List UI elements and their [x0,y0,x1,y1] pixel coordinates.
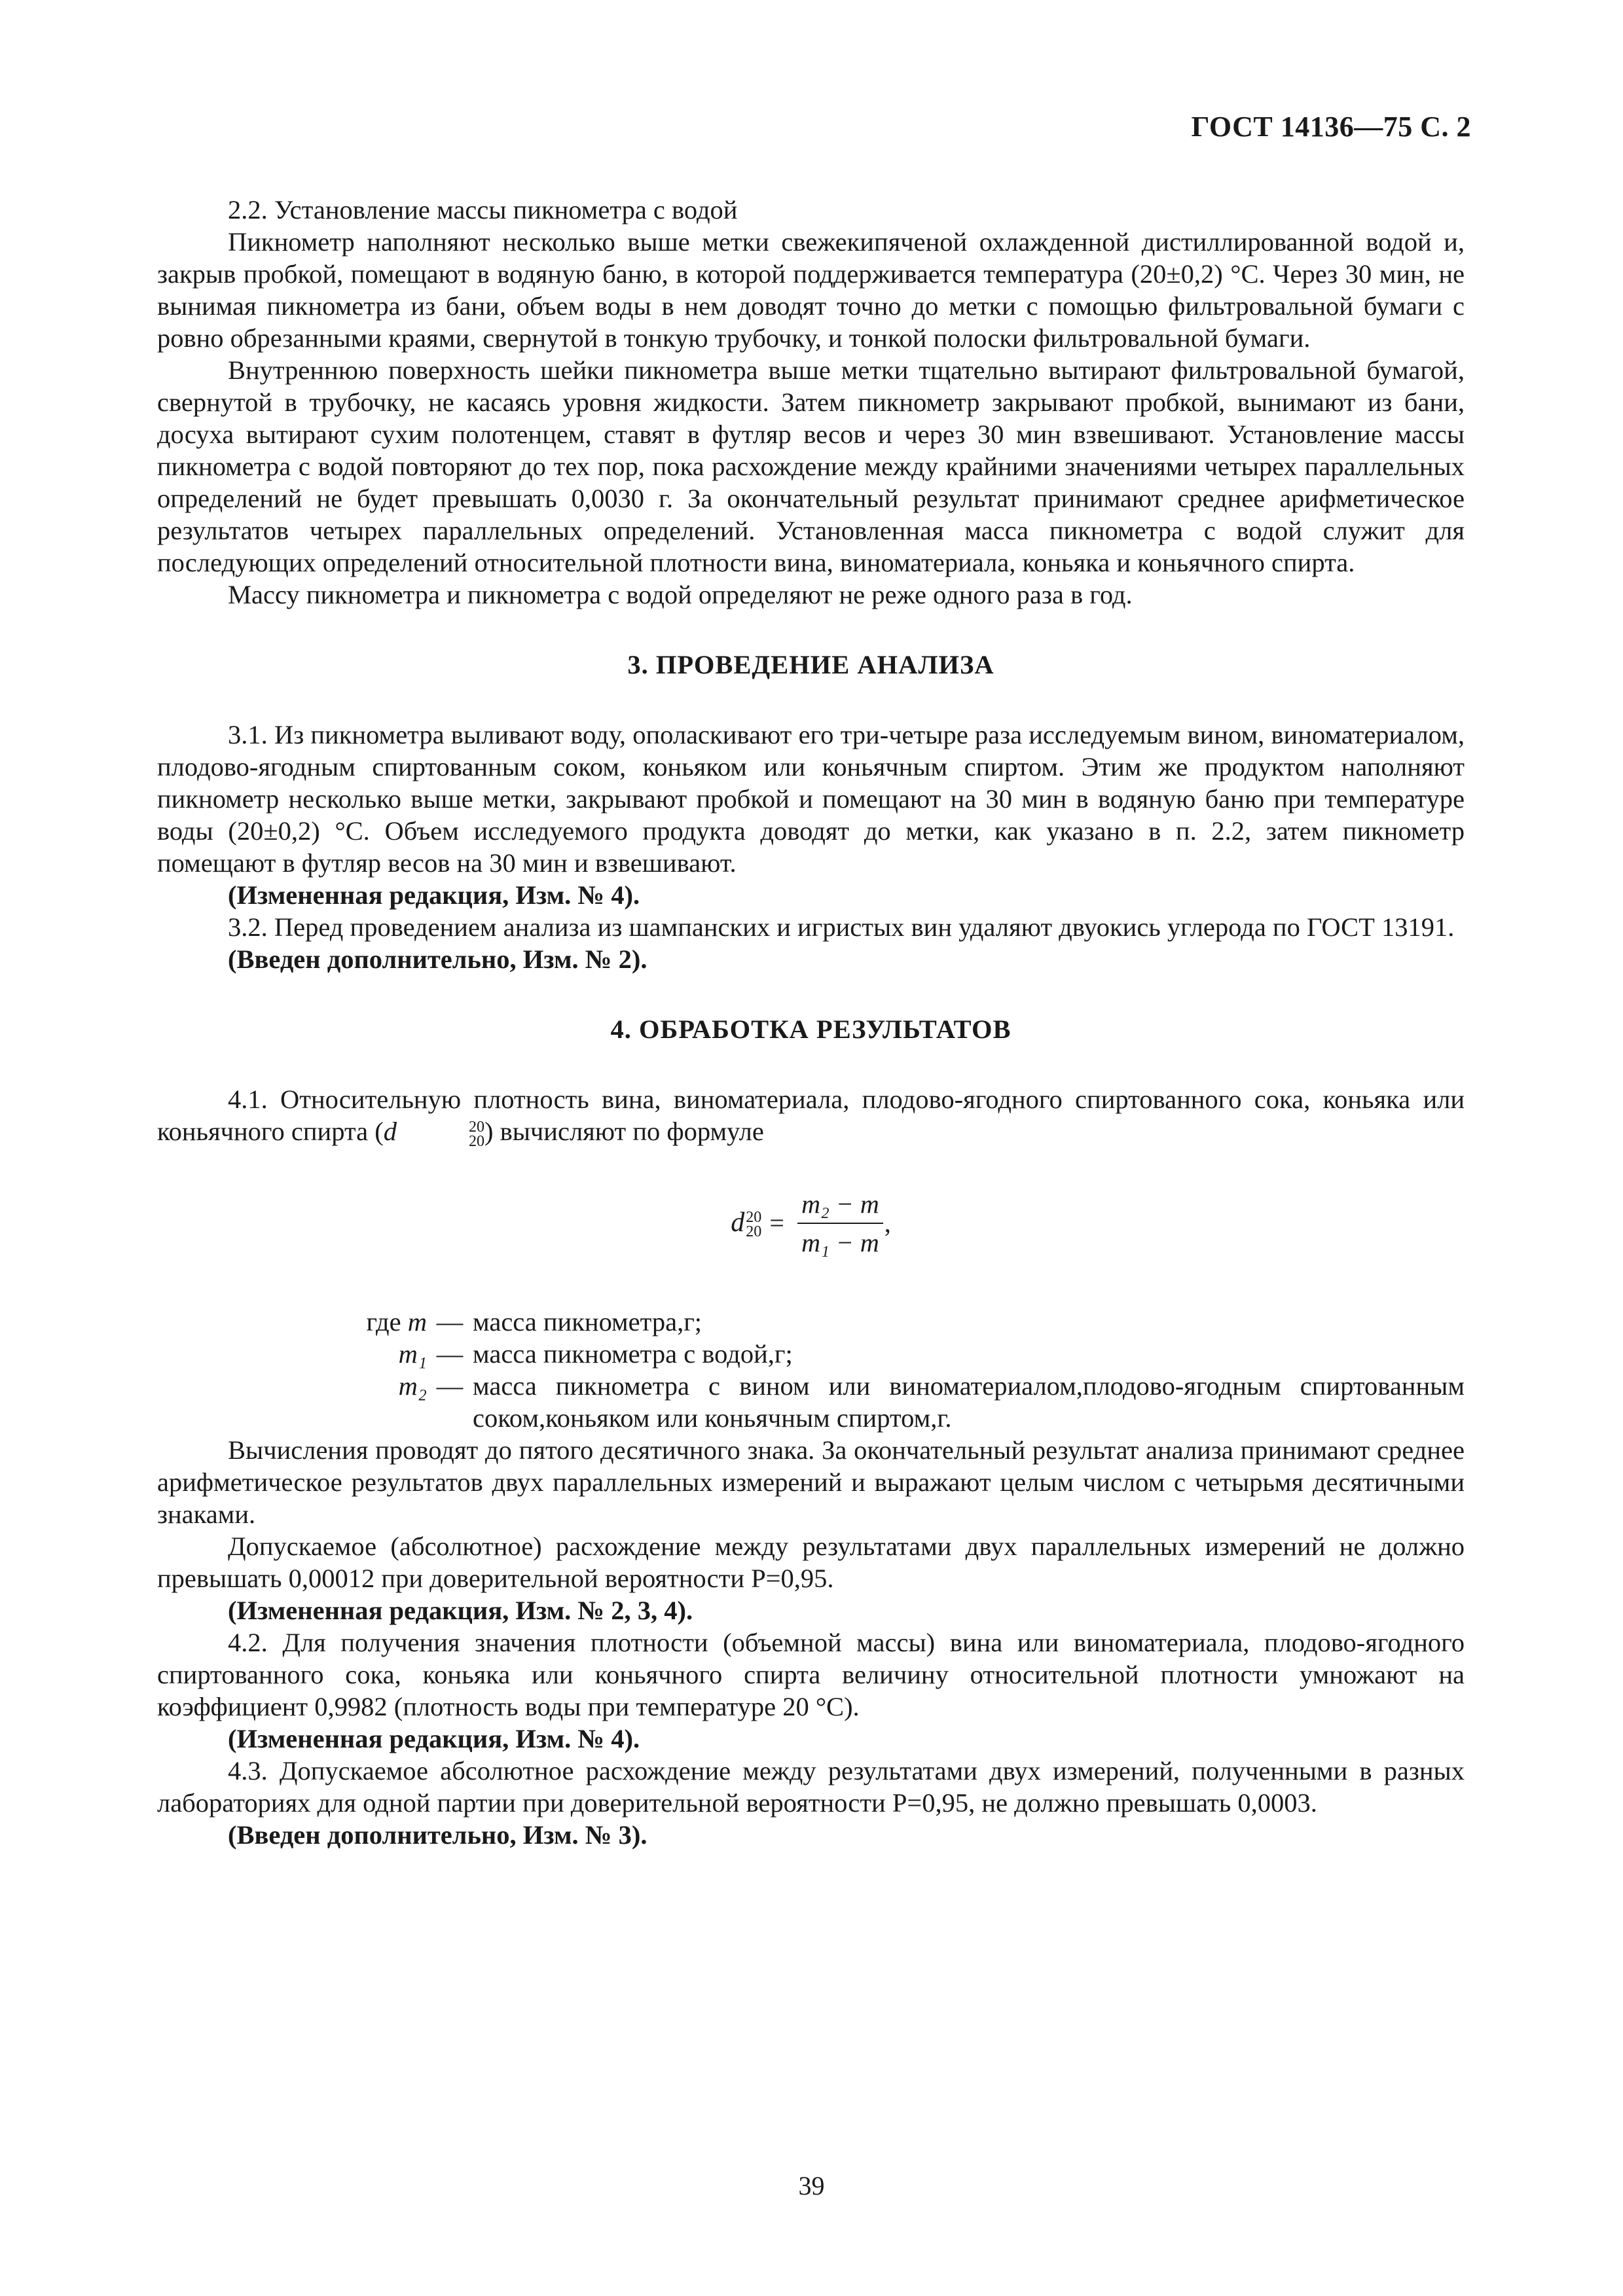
definition-dash: — [436,1306,464,1336]
definition-row [157,1370,1465,1434]
definition-row [157,1338,1465,1370]
formula-sup: 20 [746,1209,762,1227]
amendment-note: (Введен дополнительно, Изм. № 2). [228,944,647,974]
clause-2-2-title: 2.2. Установление массы пикнометра с водой [228,195,738,224]
amendment-note: (Измененная редакция, Изм. № 4). [228,880,640,910]
variable-definitions [157,1306,1465,1434]
amendment-note: (Измененная редакция, Изм. № 4). [228,1723,640,1753]
density-symbol: d [383,1117,397,1146]
clause-4-1-text: 4.1. Относительную плотность вина, виноматериала, плодово-ягодного спиртованного сока, коньяка или коньячного спирта ( [157,1085,1465,1146]
document-body [157,194,1465,1851]
density-formula [157,1188,1465,1260]
paragraph: Пикнометр наполняют несколько выше метки свежекипяченой охлажденной дистиллированной водой и, закрыв пробкой, помещают в водяную баню, в которой поддерживается температура (20±0,2) °С. Через 30 мин, не вынимая пикнометра из бани, объем воды в нем доводят точно до метки с помощью фильтровальной бумаги с ровно обрезанными краями, свернутой в тонкую трубочку, и тонкой полоски фильтровальной бумаги. [157,227,1465,353]
symbol-m2: m₂ [398,1371,427,1401]
clause-4-2: 4.2. Для получения значения плотности (объемной массы) вина или виноматериала, плодово-ягодного спиртованного сока, коньяка или коньячного спирта величину относительной плотности умножают на коэффициент 0,9982 (плотность воды при температуре 20 °С). [157,1627,1465,1721]
paragraph: Допускаемое (абсолютное) расхождение между результатами двух параллельных измерений не должно превышать 0,00012 при доверительной вероятности Р=0,95. [157,1531,1465,1593]
formula-equals: = [769,1208,784,1238]
amendment-note: (Введен дополнительно, Изм. № 3). [228,1820,647,1850]
formula-symbol: d [731,1208,745,1238]
index-sup: 20 [468,1118,484,1136]
index-sub: 20 [468,1132,484,1150]
definition-text: масса пикнометра,г; [473,1306,702,1336]
definition-dash: — [436,1338,464,1369]
amendment-note: (Измененная редакция, Изм. № 2, 3, 4). [228,1595,693,1625]
symbol-m: m [407,1306,427,1336]
section-3-title: 3. ПРОВЕДЕНИЕ АНАЛИЗА [627,650,994,679]
formula-indices [746,1210,761,1239]
clause-4-1 [157,1083,1465,1149]
paragraph: Внутреннюю поверхность шейки пикнометра выше метки тщательно вытирают фильтровальной бумагой, свернутой в трубочку, не касаясь уровня жидкости. Затем пикнометр закрывают пробкой, вынимают из бани, досуха вытирают сухим полотенцем, ставят в футляр весов и через 30 мин взвешивают. Установление массы пикнометра с водой повторяют до тех пор, пока расхождение между крайними значениями четырех параллельных определений не будет превышать 0,0030 г. За окончательный результат принимают среднее арифметическое результатов четырех параллельных определений. Установленная масса пикнометра с водой служит для последующих определений относительной плотности вина, виноматериала, коньяка и коньячного спирта. [157,355,1465,577]
density-indices [398,1120,484,1149]
clause-3-2: 3.2. Перед проведением анализа из шампанских и игристых вин удаляют двуокись углерода по ГОСТ 13191. [228,912,1455,942]
definition-row [157,1306,1465,1338]
paragraph: Массу пикнометра и пикнометра с водой определяют не реже одного раза в год. [228,580,1133,609]
clause-3-1: 3.1. Из пикнометра выливают воду, ополаскивают его три-четыре раза исследуемым вином, виноматериалом, плодово-ягодным спиртованным соком, коньяком или коньячным спиртом. Этим же продуктом наполняют пикнометр несколько выше метки, закрывают пробкой и помещают на 30 мин в водяную баню при температуре воды (20±0,2) °С. Объем исследуемого продукта доводят до метки, как указано в п. 2.2, затем пикнометр помещают в футляр весов на 30 мин и взвешивают. [157,720,1465,878]
definition-symbol [157,1306,427,1338]
formula-fraction [797,1188,883,1259]
definition-dash: — [436,1371,464,1401]
definition-symbol [157,1370,427,1434]
symbol-m1: m₁ [398,1338,427,1369]
definition-symbol [157,1338,427,1370]
definition-prefix: где [366,1306,408,1336]
formula-denominator: m₁ − m [801,1227,879,1257]
definition-text: масса пикнометра с вином или виноматериалом,плодово-ягодным спиртованным соком,коньяком или коньячным спиртом,г. [473,1371,1465,1433]
formula-sub: 20 [746,1223,762,1241]
fraction-bar [797,1223,883,1224]
paragraph: Вычисления проводят до пятого десятичного знака. За окончательный результат анализа принимают среднее арифметическое результатов двух параллельных измерений и выражают целым числом с четырьмя десятичными знаками. [157,1435,1465,1529]
clause-4-1-text-end: ) вычисляют по формуле [484,1117,764,1146]
formula-comma: , [884,1208,891,1238]
formula-numerator: m₂ − m [801,1189,879,1219]
formula-lhs [731,1207,761,1239]
definition-text: масса пикнометра с водой,г; [473,1338,793,1369]
section-4-title: 4. ОБРАБОТКА РЕЗУЛЬТАТОВ [610,1014,1012,1044]
doc-header: ГОСТ 14136—75 С. 2 [1191,111,1471,143]
clause-4-3: 4.3. Допускаемое абсолютное расхождение между результатами двух измерений, полученными в разных лабораториях для одной партии при доверительной вероятности Р=0,95, не должно превышать 0,0003. [157,1755,1465,1818]
page-number: 39 [798,2171,825,2200]
